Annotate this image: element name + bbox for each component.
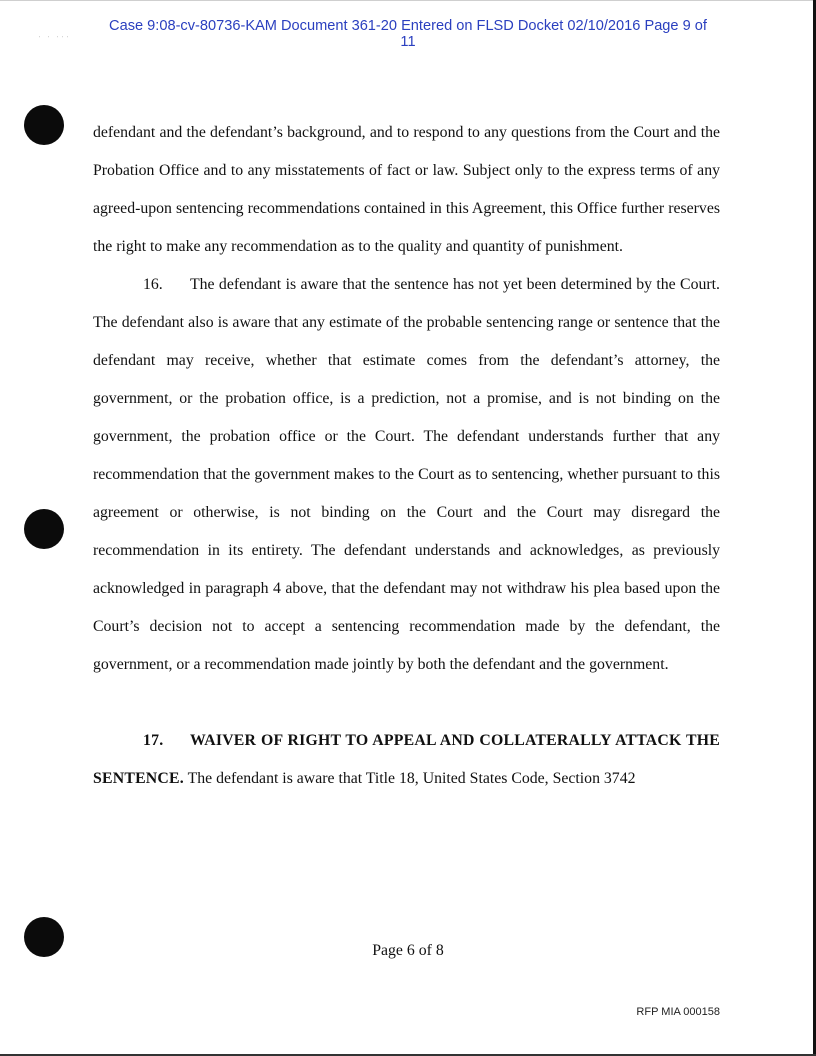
paragraph-17-heading: WAIVER OF RIGHT TO APPEAL AND COLLATERALLY ATTACK THE SENTENCE.: [93, 732, 720, 787]
paragraph-17-number: 17.: [143, 732, 164, 749]
paragraph-16: [93, 266, 720, 684]
paragraph-17-text: The defendant is aware that Title 18, United States Code, Section 3742: [183, 770, 636, 787]
paragraph-16-text: The defendant is aware that the sentence has not yet been determined by the Court. The defendant also is aware that any estimate of the probable sentencing range or sentence that the defendant may receive, whether that estimate comes from the defendant’s attorney, the government, or the probation office, is a prediction, not a promise, and is not binding on the government, the probation office or the Court. The defendant understands further that any recommendation that the government makes to the Court as to sentencing, whether pursuant to this agreement or otherwise, is not binding on the Court and the Court may disregard the recommendation in its entirety. The defendant understands and acknowledges, as previously acknowledged in paragraph 4 above, that the defendant may not withdraw his plea based upon the Court’s decision not to accept a sentencing recommendation made by the defendant, the government, or a recommendation made jointly by both the defendant and the government.: [93, 276, 720, 673]
agreement-body: [93, 114, 720, 798]
bates-stamp: RFP MIA 000158: [636, 1006, 720, 1018]
paragraph-17: [93, 722, 720, 798]
page-number: Page 6 of 8: [372, 942, 444, 959]
scan-specks: ˙ ˙ ˙˙˙: [38, 36, 71, 43]
docket-header: [0, 18, 816, 50]
top-edge: [0, 0, 816, 1]
paragraph-16-number: 16.: [143, 276, 163, 293]
docket-header-line-2: 11: [400, 34, 416, 50]
punch-hole-icon: [24, 509, 64, 549]
punch-hole-icon: [24, 105, 64, 145]
continuation-paragraph: defendant and the defendant’s background, and to respond to any questions from the Court and the Probation Office and to any misstatements of fact or law. Subject only to the express terms of any agreed-upon sentencing recommendations contained in this Agreement, this Office further reserves the right to make any recommendation as to the quality and quantity of punishment.: [93, 124, 720, 255]
docket-header-line-1: Case 9:08-cv-80736-KAM Document 361-20 Entered on FLSD Docket 02/10/2016 Page 9 of: [109, 18, 707, 34]
